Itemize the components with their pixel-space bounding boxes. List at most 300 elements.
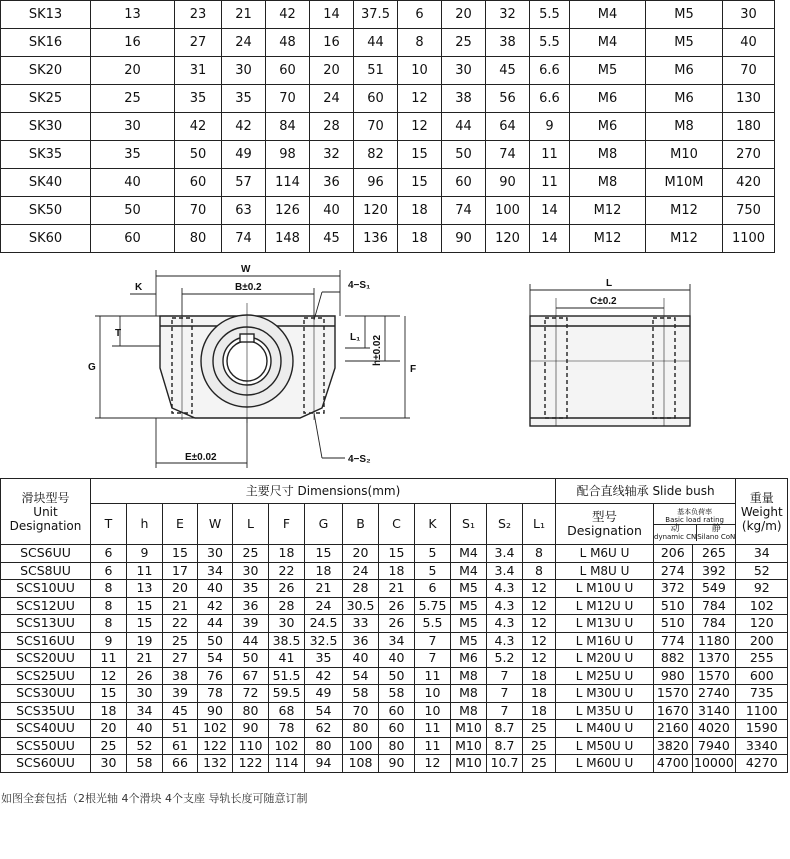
- table-cell: 18: [523, 702, 556, 720]
- table-cell: 12: [523, 632, 556, 650]
- table-cell: SK60: [1, 225, 91, 253]
- table-cell: 28: [269, 597, 305, 615]
- table-cell: 45: [163, 702, 198, 720]
- table-cell: 6.6: [530, 57, 570, 85]
- table-cell: M6: [570, 113, 646, 141]
- table-cell: 206: [654, 545, 693, 563]
- table-cell: 20: [343, 545, 379, 563]
- table-cell: SCS30UU: [1, 685, 91, 703]
- table-cell: 92: [736, 580, 788, 598]
- table-cell: M10: [451, 755, 487, 773]
- table-cell: 102: [198, 720, 233, 738]
- table-cell: 4.3: [487, 580, 523, 598]
- table-cell: M10: [451, 737, 487, 755]
- label-l: L: [606, 278, 613, 289]
- table-cell: 2740: [692, 685, 736, 703]
- column-header: G: [305, 504, 343, 545]
- table-cell: 4.3: [487, 632, 523, 650]
- table-cell: M5: [646, 1, 723, 29]
- front-view: [160, 303, 335, 423]
- table-cell: SCS10UU: [1, 580, 91, 598]
- table-cell: SK13: [1, 1, 91, 29]
- table-cell: M12: [646, 225, 723, 253]
- scs-table: [0, 478, 788, 773]
- table-cell: M8: [451, 667, 487, 685]
- table-cell: 84: [266, 113, 310, 141]
- label-h: h±0.02: [372, 334, 383, 366]
- table-cell: 70: [343, 702, 379, 720]
- table-cell: SCS20UU: [1, 650, 91, 668]
- table-cell: 735: [736, 685, 788, 703]
- header-unit-designation: 滑块型号 Unit Designation: [1, 479, 91, 545]
- table-cell: 17: [163, 562, 198, 580]
- table-cell: 1570: [654, 685, 693, 703]
- table-cell: 33: [343, 615, 379, 633]
- table-cell: 2160: [654, 720, 693, 738]
- column-header: S₂: [487, 504, 523, 545]
- table-cell: L M50U U: [556, 737, 654, 755]
- table-cell: 66: [163, 755, 198, 773]
- table-cell: 8: [523, 562, 556, 580]
- table-cell: 40: [343, 650, 379, 668]
- table-cell: 70: [266, 85, 310, 113]
- table-cell: 510: [654, 597, 693, 615]
- column-header: L₁: [523, 504, 556, 545]
- table-cell: 12: [523, 650, 556, 668]
- table-row: [1, 85, 775, 113]
- header-slide-bush: 配合直线轴承 Slide bush: [556, 479, 736, 504]
- column-header: T: [91, 504, 127, 545]
- table-cell: 28: [310, 113, 354, 141]
- table-cell: 5: [415, 545, 451, 563]
- table-cell: SCS8UU: [1, 562, 91, 580]
- table-cell: 50: [233, 650, 269, 668]
- table-cell: 122: [198, 737, 233, 755]
- table-cell: 54: [198, 650, 233, 668]
- column-header: K: [415, 504, 451, 545]
- table-cell: 16: [310, 29, 354, 57]
- table-cell: 255: [736, 650, 788, 668]
- table-cell: 35: [91, 141, 175, 169]
- table-cell: 60: [379, 702, 415, 720]
- table-cell: 25: [91, 737, 127, 755]
- table-cell: 20: [91, 720, 127, 738]
- table-cell: 18: [523, 667, 556, 685]
- table-cell: M10: [646, 141, 723, 169]
- label-l1: L₁: [350, 332, 361, 343]
- table-cell: 16: [91, 29, 175, 57]
- table-cell: 58: [127, 755, 163, 773]
- table-cell: 5.5: [530, 29, 570, 57]
- table-cell: 5: [415, 562, 451, 580]
- table-cell: M8: [570, 169, 646, 197]
- table-cell: 40: [198, 580, 233, 598]
- table-cell: SCS16UU: [1, 632, 91, 650]
- table-cell: 7: [487, 667, 523, 685]
- table-cell: 27: [175, 29, 222, 57]
- column-header: L: [233, 504, 269, 545]
- table-cell: 74: [442, 197, 486, 225]
- table-cell: 80: [233, 702, 269, 720]
- table-cell: SCS25UU: [1, 667, 91, 685]
- table-cell: 8: [523, 545, 556, 563]
- table-cell: 30: [198, 545, 233, 563]
- table-cell: 8: [91, 597, 127, 615]
- table-cell: L M25U U: [556, 667, 654, 685]
- table-cell: 25: [523, 737, 556, 755]
- table-cell: 59.5: [269, 685, 305, 703]
- table-row: [1, 580, 788, 598]
- table-cell: M5: [570, 57, 646, 85]
- table-cell: L M30U U: [556, 685, 654, 703]
- table-cell: 132: [198, 755, 233, 773]
- table-cell: 980: [654, 667, 693, 685]
- table-cell: 3820: [654, 737, 693, 755]
- table-cell: 45: [486, 57, 530, 85]
- table-cell: SK30: [1, 113, 91, 141]
- table-row: [1, 737, 788, 755]
- table-cell: M12: [570, 225, 646, 253]
- table-cell: 1590: [736, 720, 788, 738]
- table-row: [1, 57, 775, 85]
- table-cell: 5.75: [415, 597, 451, 615]
- table-cell: 98: [266, 141, 310, 169]
- table-cell: L M13U U: [556, 615, 654, 633]
- table-cell: 41: [269, 650, 305, 668]
- table-cell: 882: [654, 650, 693, 668]
- table-cell: 20: [163, 580, 198, 598]
- table-cell: 42: [198, 597, 233, 615]
- label-e: E±0.02: [185, 452, 217, 463]
- table-row: [1, 720, 788, 738]
- table-cell: 8: [91, 580, 127, 598]
- table-cell: 102: [736, 597, 788, 615]
- table-cell: SK25: [1, 85, 91, 113]
- label-b: B±0.2: [235, 282, 262, 293]
- table-cell: 14: [530, 225, 570, 253]
- table-cell: 38: [486, 29, 530, 57]
- table-cell: 100: [343, 737, 379, 755]
- table-cell: 372: [654, 580, 693, 598]
- table-cell: 22: [269, 562, 305, 580]
- table-cell: 18: [523, 685, 556, 703]
- table-cell: 58: [343, 685, 379, 703]
- table-cell: 32.5: [305, 632, 343, 650]
- table-cell: 26: [379, 615, 415, 633]
- table-cell: 6: [415, 580, 451, 598]
- table-cell: 5.5: [415, 615, 451, 633]
- table-cell: 3.4: [487, 562, 523, 580]
- table-row: [1, 141, 775, 169]
- table-cell: SK20: [1, 57, 91, 85]
- table-cell: 42: [222, 113, 266, 141]
- table-cell: 24: [305, 597, 343, 615]
- table-cell: 30: [127, 685, 163, 703]
- table-cell: M10: [451, 720, 487, 738]
- table-cell: 70: [354, 113, 398, 141]
- table-cell: L M60U U: [556, 755, 654, 773]
- table-cell: 24: [343, 562, 379, 580]
- label-t: T: [115, 328, 122, 339]
- table-cell: 180: [723, 113, 775, 141]
- table-cell: 114: [266, 169, 310, 197]
- table-cell: 120: [736, 615, 788, 633]
- table-row: [1, 545, 788, 563]
- table-cell: M5: [451, 580, 487, 598]
- table-cell: 64: [486, 113, 530, 141]
- table-cell: 100: [486, 197, 530, 225]
- table-cell: 30: [442, 57, 486, 85]
- table-cell: 11: [91, 650, 127, 668]
- table-cell: 11: [415, 737, 451, 755]
- table-cell: 25: [91, 85, 175, 113]
- table-cell: 7: [415, 650, 451, 668]
- table-cell: 40: [127, 720, 163, 738]
- table-cell: M12: [570, 197, 646, 225]
- table-cell: SCS50UU: [1, 737, 91, 755]
- table-cell: 20: [91, 57, 175, 85]
- table-cell: 200: [736, 632, 788, 650]
- table-cell: 12: [523, 615, 556, 633]
- table-cell: 8: [91, 615, 127, 633]
- table-cell: 52: [736, 562, 788, 580]
- table-cell: 32: [486, 1, 530, 29]
- table-cell: M5: [451, 615, 487, 633]
- table-cell: 750: [723, 197, 775, 225]
- table-cell: SK16: [1, 29, 91, 57]
- table-cell: 12: [523, 597, 556, 615]
- table-cell: L M35U U: [556, 702, 654, 720]
- table-cell: 10.7: [487, 755, 523, 773]
- table-cell: 15: [127, 597, 163, 615]
- table-cell: 30: [269, 615, 305, 633]
- table-row: [1, 650, 788, 668]
- table-cell: M6: [646, 57, 723, 85]
- label-w: W: [241, 264, 251, 275]
- table-cell: 120: [486, 225, 530, 253]
- table-cell: 5.2: [487, 650, 523, 668]
- table-cell: 44: [198, 615, 233, 633]
- table-cell: 274: [654, 562, 693, 580]
- table-cell: 90: [233, 720, 269, 738]
- table-row: [1, 667, 788, 685]
- table-cell: 15: [398, 169, 442, 197]
- table-cell: 30: [233, 562, 269, 580]
- table-cell: 784: [692, 615, 736, 633]
- table-cell: 108: [343, 755, 379, 773]
- table-row: [1, 755, 788, 773]
- sk-table: [0, 0, 775, 253]
- table-row: [1, 685, 788, 703]
- column-header: E: [163, 504, 198, 545]
- table-cell: 10: [398, 57, 442, 85]
- table-cell: 74: [222, 225, 266, 253]
- table-cell: 48: [266, 29, 310, 57]
- column-header: h: [127, 504, 163, 545]
- table-cell: 15: [91, 685, 127, 703]
- table-cell: 4270: [736, 755, 788, 773]
- label-s1: 4−S₁: [348, 280, 371, 291]
- table-cell: 52: [127, 737, 163, 755]
- table-cell: 63: [222, 197, 266, 225]
- table-cell: M5: [451, 632, 487, 650]
- table-cell: 7: [487, 685, 523, 703]
- table-cell: 42: [305, 667, 343, 685]
- table-cell: L M6U U: [556, 545, 654, 563]
- table-cell: 549: [692, 580, 736, 598]
- column-header: F: [269, 504, 305, 545]
- header-load-rating: 基本负荷率 Basic load rating 动 dynamic CN 静 Silano CoN: [654, 504, 736, 545]
- table-cell: 44: [442, 113, 486, 141]
- table-cell: L M10U U: [556, 580, 654, 598]
- table-cell: SK40: [1, 169, 91, 197]
- table-cell: 21: [305, 580, 343, 598]
- table-cell: 510: [654, 615, 693, 633]
- header-bush-designation: 型号 Designation: [556, 504, 654, 545]
- table-cell: 80: [305, 737, 343, 755]
- table-cell: 8.7: [487, 737, 523, 755]
- table-cell: 39: [163, 685, 198, 703]
- table-cell: SCS35UU: [1, 702, 91, 720]
- table-cell: M12: [646, 197, 723, 225]
- technical-drawing: [0, 258, 790, 478]
- table-cell: M4: [451, 545, 487, 563]
- table-cell: 30: [91, 113, 175, 141]
- table-cell: 78: [198, 685, 233, 703]
- table-cell: 72: [233, 685, 269, 703]
- table-cell: 270: [723, 141, 775, 169]
- table-cell: 60: [266, 57, 310, 85]
- table-cell: 25: [523, 720, 556, 738]
- table-cell: 14: [530, 197, 570, 225]
- table-cell: 25: [163, 632, 198, 650]
- table-cell: 90: [486, 169, 530, 197]
- table-cell: 20: [310, 57, 354, 85]
- table-cell: 24.5: [305, 615, 343, 633]
- table-row: [1, 169, 775, 197]
- table-cell: 9: [530, 113, 570, 141]
- table-cell: 11: [127, 562, 163, 580]
- table-cell: 40: [310, 197, 354, 225]
- table-cell: 50: [442, 141, 486, 169]
- table-cell: 31: [175, 57, 222, 85]
- table-row: [1, 562, 788, 580]
- table-row: [1, 113, 775, 141]
- table-cell: 18: [379, 562, 415, 580]
- table-cell: 4.3: [487, 615, 523, 633]
- table-cell: 8: [398, 29, 442, 57]
- table-cell: 40: [91, 169, 175, 197]
- table-cell: 5.5: [530, 1, 570, 29]
- table-cell: 56: [486, 85, 530, 113]
- table-cell: 3340: [736, 737, 788, 755]
- table-cell: L M12U U: [556, 597, 654, 615]
- table-cell: 11: [415, 720, 451, 738]
- label-f: F: [410, 364, 417, 375]
- table-cell: 30: [222, 57, 266, 85]
- table-cell: 420: [723, 169, 775, 197]
- table-cell: 1370: [692, 650, 736, 668]
- side-view: [530, 298, 690, 426]
- table-cell: 10: [415, 702, 451, 720]
- table-cell: 44: [233, 632, 269, 650]
- label-g: G: [88, 362, 96, 373]
- table-cell: 4020: [692, 720, 736, 738]
- table-cell: 7: [487, 702, 523, 720]
- table-cell: 7940: [692, 737, 736, 755]
- table-cell: 11: [530, 169, 570, 197]
- table-cell: 90: [379, 755, 415, 773]
- table-cell: 6: [91, 562, 127, 580]
- table-cell: 18: [398, 225, 442, 253]
- table-cell: 130: [723, 85, 775, 113]
- table-row: [1, 615, 788, 633]
- table-row: [1, 29, 775, 57]
- table-cell: 392: [692, 562, 736, 580]
- table-row: [1, 702, 788, 720]
- table-cell: 57: [222, 169, 266, 197]
- label-c: C±0.2: [590, 296, 617, 307]
- table-cell: 60: [354, 85, 398, 113]
- table-cell: 6.6: [530, 85, 570, 113]
- table-row: [1, 632, 788, 650]
- table-row: [1, 1, 775, 29]
- table-cell: 24: [222, 29, 266, 57]
- table-cell: 94: [305, 755, 343, 773]
- table-row: [1, 197, 775, 225]
- table-cell: 70: [175, 197, 222, 225]
- table-cell: 74: [486, 141, 530, 169]
- table-cell: 50: [379, 667, 415, 685]
- table-cell: 50: [91, 197, 175, 225]
- table-cell: L M40U U: [556, 720, 654, 738]
- table-cell: 54: [343, 667, 379, 685]
- table-cell: 42: [175, 113, 222, 141]
- table-cell: 10: [415, 685, 451, 703]
- table-cell: 36: [310, 169, 354, 197]
- table-cell: M4: [570, 29, 646, 57]
- table-cell: 265: [692, 545, 736, 563]
- table-cell: 35: [305, 650, 343, 668]
- table-cell: 774: [654, 632, 693, 650]
- table-cell: M10M: [646, 169, 723, 197]
- table-cell: 51.5: [269, 667, 305, 685]
- table-cell: 90: [198, 702, 233, 720]
- table-cell: 126: [266, 197, 310, 225]
- table-cell: M8: [451, 702, 487, 720]
- table-cell: M6: [570, 85, 646, 113]
- table-cell: 784: [692, 597, 736, 615]
- table-cell: 51: [163, 720, 198, 738]
- table-cell: 9: [91, 632, 127, 650]
- table-cell: 110: [233, 737, 269, 755]
- table-cell: 21: [222, 1, 266, 29]
- table-cell: 34: [379, 632, 415, 650]
- table-cell: 26: [379, 597, 415, 615]
- table-cell: 38: [163, 667, 198, 685]
- table-cell: 1100: [723, 225, 775, 253]
- table-cell: 21: [127, 650, 163, 668]
- table-cell: M5: [646, 29, 723, 57]
- table-cell: 42: [266, 1, 310, 29]
- table-cell: 136: [354, 225, 398, 253]
- table-cell: 62: [305, 720, 343, 738]
- table-cell: 13: [91, 1, 175, 29]
- table-cell: M8: [646, 113, 723, 141]
- table-cell: 60: [91, 225, 175, 253]
- table-cell: 12: [415, 755, 451, 773]
- table-cell: 37.5: [354, 1, 398, 29]
